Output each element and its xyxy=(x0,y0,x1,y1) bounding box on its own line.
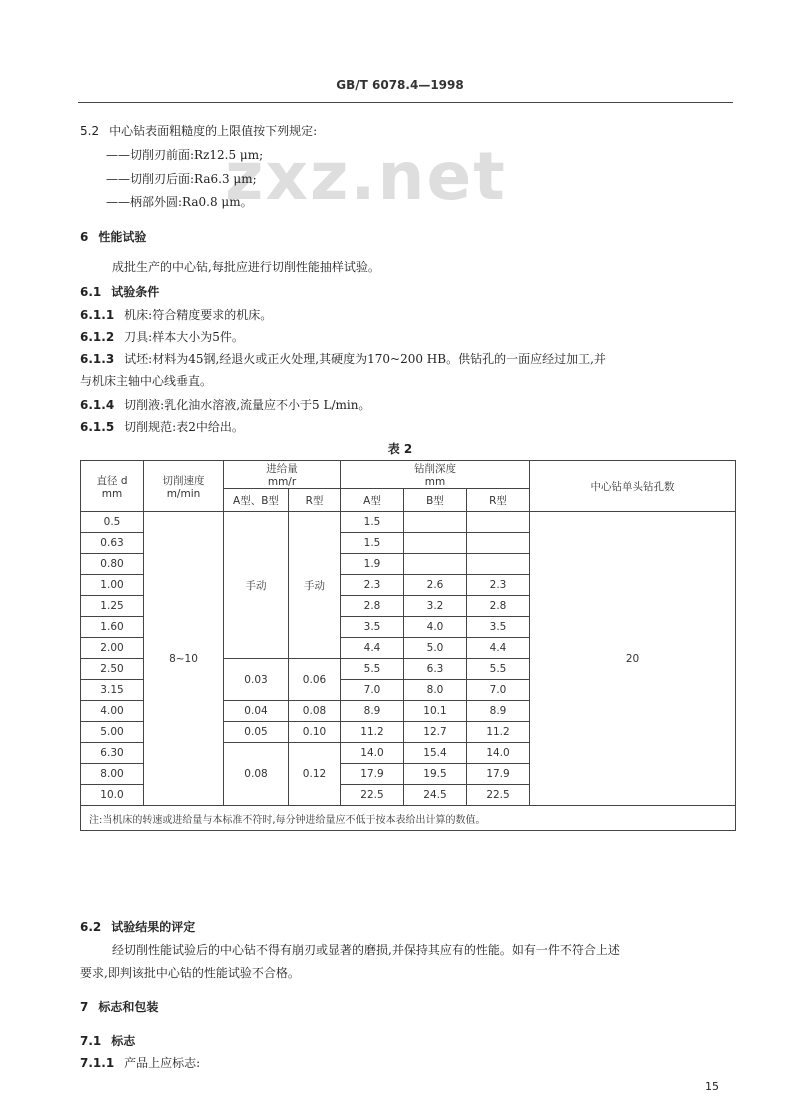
section-number: 6.1.5 xyxy=(80,420,115,434)
cell-diameter: 1.00 xyxy=(81,575,144,596)
cell-depth-r: 4.4 xyxy=(467,638,530,659)
header-feed-ab: A型、B型 xyxy=(224,489,289,512)
cell-diameter: 2.50 xyxy=(81,659,144,680)
section-6-1-1 xyxy=(80,306,272,323)
cell-holes: 20 xyxy=(530,512,736,806)
cell-depth-r xyxy=(467,533,530,554)
section-number: 6.2 xyxy=(80,920,102,934)
cell-diameter: 0.80 xyxy=(81,554,144,575)
section-title: 试验结果的评定 xyxy=(111,920,196,934)
cell-depth-a: 8.9 xyxy=(341,701,404,722)
section-number: 6 xyxy=(80,230,89,244)
cell-diameter: 10.0 xyxy=(81,785,144,806)
cell-diameter: 3.15 xyxy=(81,680,144,701)
section-text: 切削液:乳化油水溶液,流量应不小于5 L/min。 xyxy=(124,398,371,412)
cell-feed-ab: 0.04 xyxy=(224,701,289,722)
section-number: 6.1.3 xyxy=(80,352,115,366)
cell-depth-b xyxy=(404,554,467,575)
cell-depth-r: 14.0 xyxy=(467,743,530,764)
cell-depth-a: 2.3 xyxy=(341,575,404,596)
cell-depth-b: 3.2 xyxy=(404,596,467,617)
cell-feed-manual-r: 手动 xyxy=(289,512,341,659)
cell-diameter: 0.5 xyxy=(81,512,144,533)
section-6-1-3-continued: 与机床主轴中心线垂直。 xyxy=(80,374,213,388)
cell-depth-b: 2.6 xyxy=(404,575,467,596)
section-6-2-text: 经切削性能试验后的中心钻不得有崩刃或显著的磨损,并保持其应有的性能。如有一件不符合上述 xyxy=(112,943,620,957)
section-title: 标志 xyxy=(111,1034,136,1048)
cell-feed-ab: 0.03 xyxy=(224,659,289,701)
section-6-intro: 成批生产的中心钻,每批应进行切削性能抽样试验。 xyxy=(112,260,380,274)
cell-diameter: 6.30 xyxy=(81,743,144,764)
cell-depth-b: 19.5 xyxy=(404,764,467,785)
cutting-spec-table xyxy=(80,460,736,831)
section-6-1-3 xyxy=(80,350,606,367)
cell-depth-a: 11.2 xyxy=(341,722,404,743)
cell-feed-ab: 0.08 xyxy=(224,743,289,806)
cell-feed-manual-ab: 手动 xyxy=(224,512,289,659)
header-holes: 中心钻单头钻孔数 xyxy=(530,461,736,512)
cell-depth-r xyxy=(467,554,530,575)
header-depth-r: R型 xyxy=(467,489,530,512)
cell-depth-r: 22.5 xyxy=(467,785,530,806)
cell-depth-b xyxy=(404,533,467,554)
section-text: 产品上应标志: xyxy=(124,1056,201,1070)
cell-feed-r: 0.08 xyxy=(289,701,341,722)
cell-depth-r: 8.9 xyxy=(467,701,530,722)
section-7-1-1 xyxy=(80,1054,200,1071)
cell-feed-r: 0.10 xyxy=(289,722,341,743)
cell-depth-a: 5.5 xyxy=(341,659,404,680)
section-6-1-2 xyxy=(80,328,244,345)
cell-depth-r: 3.5 xyxy=(467,617,530,638)
cell-depth-b: 24.5 xyxy=(404,785,467,806)
cell-cutting-speed: 8~10 xyxy=(144,512,224,806)
section-text: 切削规范:表2中给出。 xyxy=(124,420,244,434)
cell-depth-a: 1.5 xyxy=(341,512,404,533)
section-7-1-heading xyxy=(80,1032,135,1049)
section-title: 性能试验 xyxy=(98,230,147,244)
cell-depth-a: 22.5 xyxy=(341,785,404,806)
section-text: 刀具:样本大小为5件。 xyxy=(124,330,244,344)
list-item: ——柄部外圆:Ra0.8 μm。 xyxy=(106,195,253,209)
header-cutting-speed: 切削速度 m/min xyxy=(144,461,224,512)
cell-feed-r: 0.12 xyxy=(289,743,341,806)
cell-diameter: 1.25 xyxy=(81,596,144,617)
cell-depth-b: 15.4 xyxy=(404,743,467,764)
cell-depth-b xyxy=(404,512,467,533)
cell-feed-r: 0.06 xyxy=(289,659,341,701)
header-feed: 进给量 mm/r xyxy=(224,461,341,489)
section-6-heading xyxy=(80,228,146,245)
section-number: 6.1.1 xyxy=(80,308,115,322)
cell-depth-r: 2.8 xyxy=(467,596,530,617)
section-number: 7 xyxy=(80,1000,89,1014)
header-rule xyxy=(78,102,733,103)
cell-depth-a: 14.0 xyxy=(341,743,404,764)
section-number: 7.1.1 xyxy=(80,1056,115,1070)
section-6-1-4 xyxy=(80,396,370,413)
section-number: 6.1.2 xyxy=(80,330,115,344)
section-number: 6.1 xyxy=(80,285,102,299)
section-7-heading xyxy=(80,998,158,1015)
cell-diameter: 8.00 xyxy=(81,764,144,785)
table-row xyxy=(81,512,736,533)
cell-depth-a: 4.4 xyxy=(341,638,404,659)
cell-depth-b: 6.3 xyxy=(404,659,467,680)
section-6-2-text-continued: 要求,即判该批中心钻的性能试验不合格。 xyxy=(80,966,300,980)
cell-depth-a: 3.5 xyxy=(341,617,404,638)
header-depth-b: B型 xyxy=(404,489,467,512)
cell-depth-b: 4.0 xyxy=(404,617,467,638)
cell-depth-r: 17.9 xyxy=(467,764,530,785)
header-depth: 钻削深度 mm xyxy=(341,461,530,489)
section-text: 机床:符合精度要求的机床。 xyxy=(124,308,273,322)
standard-code-header: GB/T 6078.4—1998 xyxy=(336,78,464,92)
section-6-2-heading xyxy=(80,918,195,935)
list-item: ——切削刃前面:Rz12.5 μm; xyxy=(106,148,264,162)
table-caption: 表 2 xyxy=(387,442,413,456)
section-text: 试坯:材料为45钢,经退火或正火处理,其硬度为170~200 HB。供钻孔的一面应经过加工,并 xyxy=(124,352,606,366)
cell-diameter: 4.00 xyxy=(81,701,144,722)
cell-depth-r: 5.5 xyxy=(467,659,530,680)
header-diameter: 直径 d mm xyxy=(81,461,144,512)
section-title: 试验条件 xyxy=(111,285,160,299)
cell-depth-a: 2.8 xyxy=(341,596,404,617)
watermark: zxz.net xyxy=(225,138,507,215)
section-text: 中心钻表面粗糙度的上限值按下列规定: xyxy=(109,124,318,138)
section-number: 5.2 xyxy=(80,124,100,138)
section-6-1-heading xyxy=(80,283,159,300)
header-depth-a: A型 xyxy=(341,489,404,512)
section-5-2 xyxy=(80,122,317,139)
cell-diameter: 1.60 xyxy=(81,617,144,638)
header-feed-r: R型 xyxy=(289,489,341,512)
cell-diameter: 0.63 xyxy=(81,533,144,554)
cell-depth-r: 7.0 xyxy=(467,680,530,701)
section-number: 7.1 xyxy=(80,1034,102,1048)
section-number: 6.1.4 xyxy=(80,398,115,412)
cell-depth-r xyxy=(467,512,530,533)
cell-diameter: 2.00 xyxy=(81,638,144,659)
cell-feed-ab: 0.05 xyxy=(224,722,289,743)
list-item: ——切削刃后面:Ra6.3 μm; xyxy=(106,172,257,186)
cell-depth-a: 17.9 xyxy=(341,764,404,785)
section-title: 标志和包装 xyxy=(98,1000,159,1014)
cell-depth-b: 10.1 xyxy=(404,701,467,722)
table-note: 注:当机床的转速或进给量与本标准不符时,每分钟进给量应不低于按本表给出计算的数值。 xyxy=(81,806,736,831)
cell-depth-a: 7.0 xyxy=(341,680,404,701)
cell-depth-b: 12.7 xyxy=(404,722,467,743)
cell-depth-a: 1.5 xyxy=(341,533,404,554)
cell-depth-b: 8.0 xyxy=(404,680,467,701)
cell-diameter: 5.00 xyxy=(81,722,144,743)
cell-depth-b: 5.0 xyxy=(404,638,467,659)
cell-depth-r: 11.2 xyxy=(467,722,530,743)
cell-depth-a: 1.9 xyxy=(341,554,404,575)
page-number: 15 xyxy=(705,1080,719,1093)
section-6-1-5 xyxy=(80,418,244,435)
cell-depth-r: 2.3 xyxy=(467,575,530,596)
